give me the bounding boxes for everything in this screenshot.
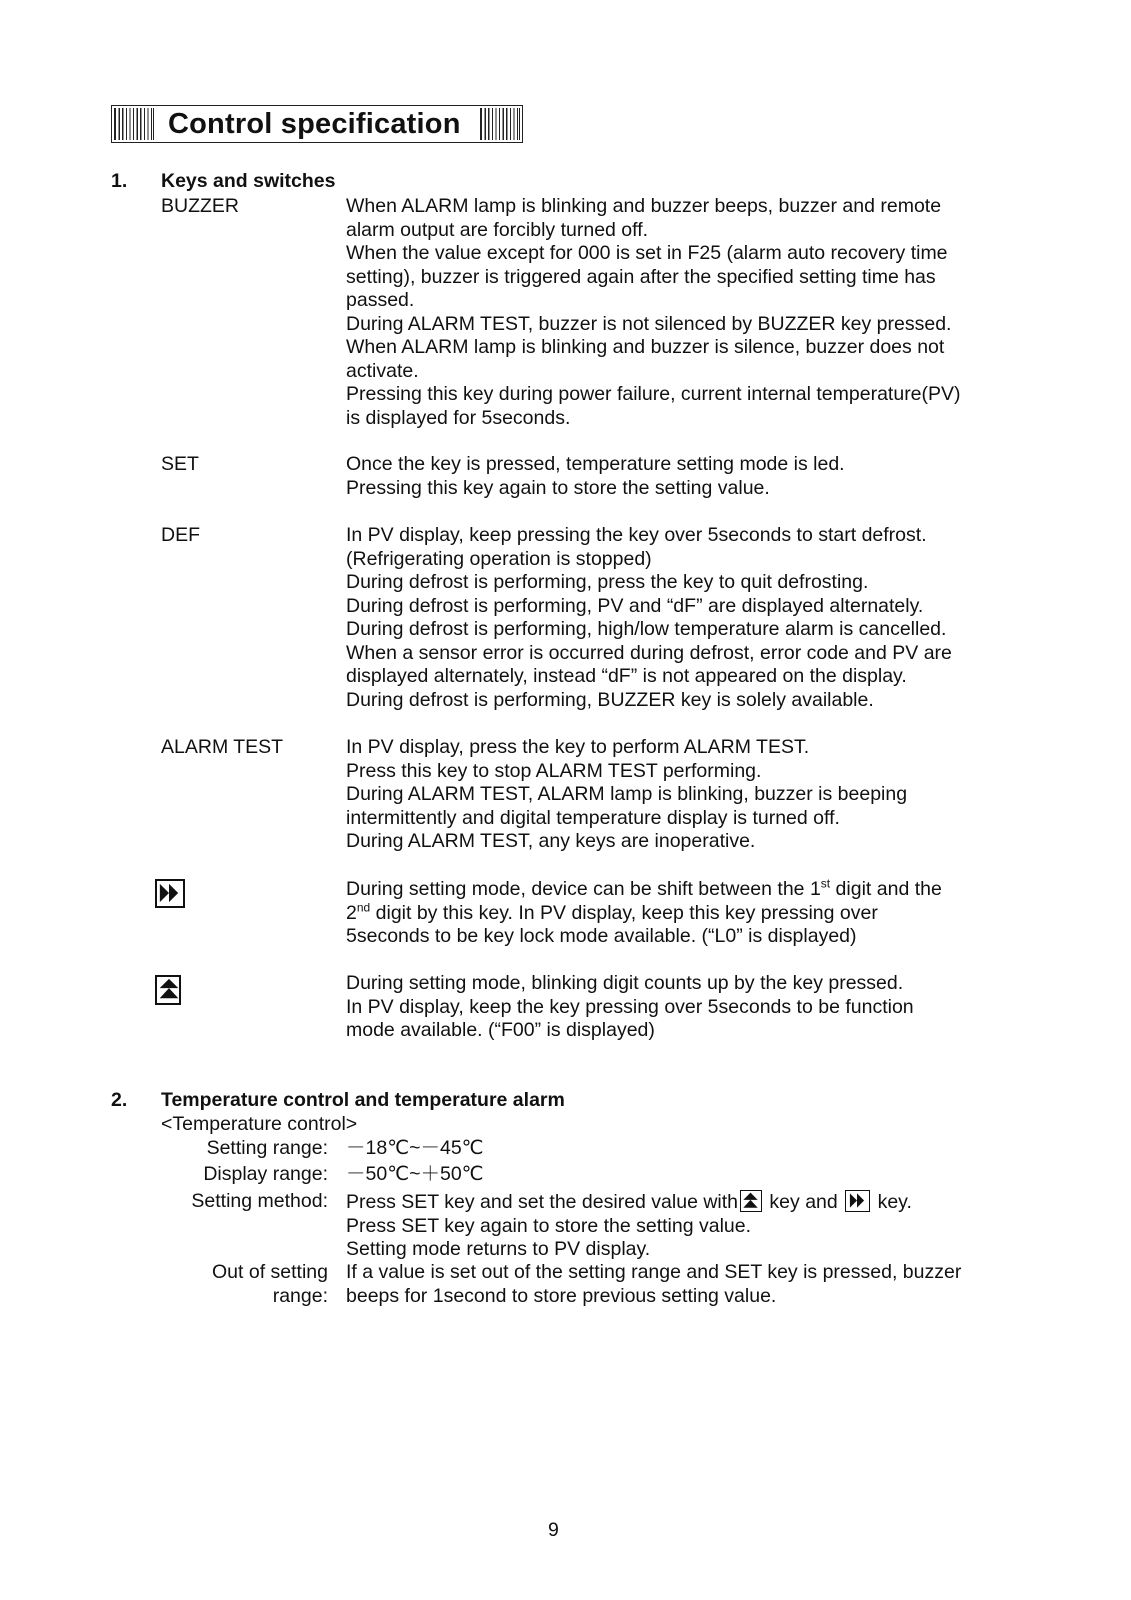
key-description-shift (346, 878, 942, 949)
text-line: (Refrigerating operation is stopped) (346, 547, 652, 570)
text-line: 5seconds to be key lock mode available. (“L0” is displayed) (346, 925, 857, 947)
key-label-buzzer: BUZZER (161, 195, 239, 217)
text-line: During defrost is performing, press the key to quit defrosting. (346, 571, 869, 593)
page-number: 9 (548, 1519, 559, 1541)
text-line: If a value is set out of the setting range and SET key is pressed, buzzer (346, 1261, 962, 1283)
text-line: alarm output are forcibly turned off. (346, 218, 649, 241)
text-span: Press SET key and set the desired value with (346, 1191, 739, 1213)
text-line: displayed alternately, instead “dF” is not appeared on the display. (346, 665, 907, 687)
text-line: Press SET key again to store the setting value. (346, 1214, 752, 1237)
up-arrow-icon (155, 975, 181, 1005)
text-line: In PV display, keep the key pressing over 5seconds to be function (346, 995, 914, 1018)
text-span: key and (764, 1191, 844, 1213)
hatch-decoration-right (480, 108, 520, 140)
text-line: Pressing this key during power failure, current internal temperature(PV) (346, 383, 961, 405)
key-label-alarm-test: ALARM TEST (161, 736, 284, 758)
text-span: key. (872, 1191, 912, 1213)
text-line: During ALARM TEST, ALARM lamp is blinking, buzzer is beeping (346, 783, 908, 805)
page-title: Control specification (168, 108, 461, 140)
text-line: setting), buzzer is triggered again after the specified setting time has (346, 265, 936, 288)
display-range-value: －50℃~＋50℃ (346, 1163, 484, 1185)
text-line: During defrost is performing, BUZZER key is solely available. (346, 688, 874, 711)
display-range-label: Display range: (203, 1163, 328, 1185)
text-line: intermittently and digital temperature display is turned off. (346, 806, 840, 829)
title-banner (111, 105, 523, 143)
text-line: When ALARM lamp is blinking and buzzer is silence, buzzer does not (346, 336, 945, 358)
text-line: passed. (346, 289, 415, 311)
text-line: Once the key is pressed, temperature setting mode is led. (346, 453, 845, 475)
text-line: During defrost is performing, high/low temperature alarm is cancelled. (346, 618, 947, 640)
text-line (346, 902, 942, 926)
text-span: During setting mode, device can be shift between the 1 (346, 878, 821, 900)
key-description-set (346, 453, 845, 500)
text-line: When the value except for 000 is set in F25 (alarm auto recovery time (346, 242, 948, 264)
key-label-def: DEF (161, 524, 200, 546)
text-line: During setting mode, blinking digit counts up by the key pressed. (346, 972, 904, 994)
up-arrow-icon (740, 1190, 762, 1212)
text-line: Press this key to stop ALARM TEST performing. (346, 759, 762, 782)
text-span: 2 (346, 901, 357, 924)
text-line: beeps for 1second to store previous setting value. (346, 1284, 777, 1307)
out-of-range-text (346, 1261, 961, 1308)
setting-range-value: －18℃~－45℃ (346, 1137, 484, 1159)
subheading: <Temperature control> (161, 1113, 358, 1135)
section-1-number: 1. (111, 170, 128, 192)
text-line: mode available. (“F00” is displayed) (346, 1019, 655, 1041)
key-description-buzzer (346, 195, 961, 430)
text-line: Setting mode returns to PV display. (346, 1238, 651, 1260)
text-line (346, 1190, 912, 1215)
text-line: When ALARM lamp is blinking and buzzer beeps, buzzer and remote (346, 195, 942, 217)
text-line: In PV display, press the key to perform ALARM TEST. (346, 736, 810, 758)
key-description-up (346, 972, 914, 1043)
key-description-def (346, 524, 952, 712)
text-line: is displayed for 5seconds. (346, 406, 571, 429)
superscript: nd (356, 900, 371, 914)
text-line: When a sensor error is occurred during defrost, error code and PV are (346, 641, 952, 664)
hatch-decoration-left (114, 108, 154, 140)
text-span: digit and the (830, 878, 942, 900)
text-line: In PV display, keep pressing the key over 5seconds to start defrost. (346, 524, 927, 546)
section-1-heading: Keys and switches (161, 170, 336, 192)
text-line: activate. (346, 359, 419, 382)
superscript: st (820, 876, 831, 891)
setting-method-text (346, 1190, 912, 1262)
text-line: During ALARM TEST, buzzer is not silenced by BUZZER key pressed. (346, 312, 952, 335)
section-2-heading: Temperature control and temperature alarm (161, 1089, 565, 1111)
out-of-range-label-2: range: (272, 1285, 328, 1307)
fast-forward-icon (155, 879, 185, 908)
key-description-alarm-test (346, 736, 907, 854)
text-line: During ALARM TEST, any keys are inoperative. (346, 830, 756, 852)
text-span: digit by this key. In PV display, keep this key pressing over (370, 901, 878, 924)
text-line: Pressing this key again to store the setting value. (346, 476, 770, 499)
setting-range-label: Setting range: (206, 1137, 328, 1159)
fast-forward-icon (845, 1190, 870, 1212)
setting-method-label: Setting method: (191, 1190, 328, 1212)
out-of-range-label-1: Out of setting (212, 1261, 328, 1283)
text-line (346, 878, 942, 902)
key-label-set: SET (161, 453, 199, 475)
section-2-number: 2. (111, 1089, 128, 1111)
text-line: During defrost is performing, PV and “dF” are displayed alternately. (346, 594, 924, 617)
